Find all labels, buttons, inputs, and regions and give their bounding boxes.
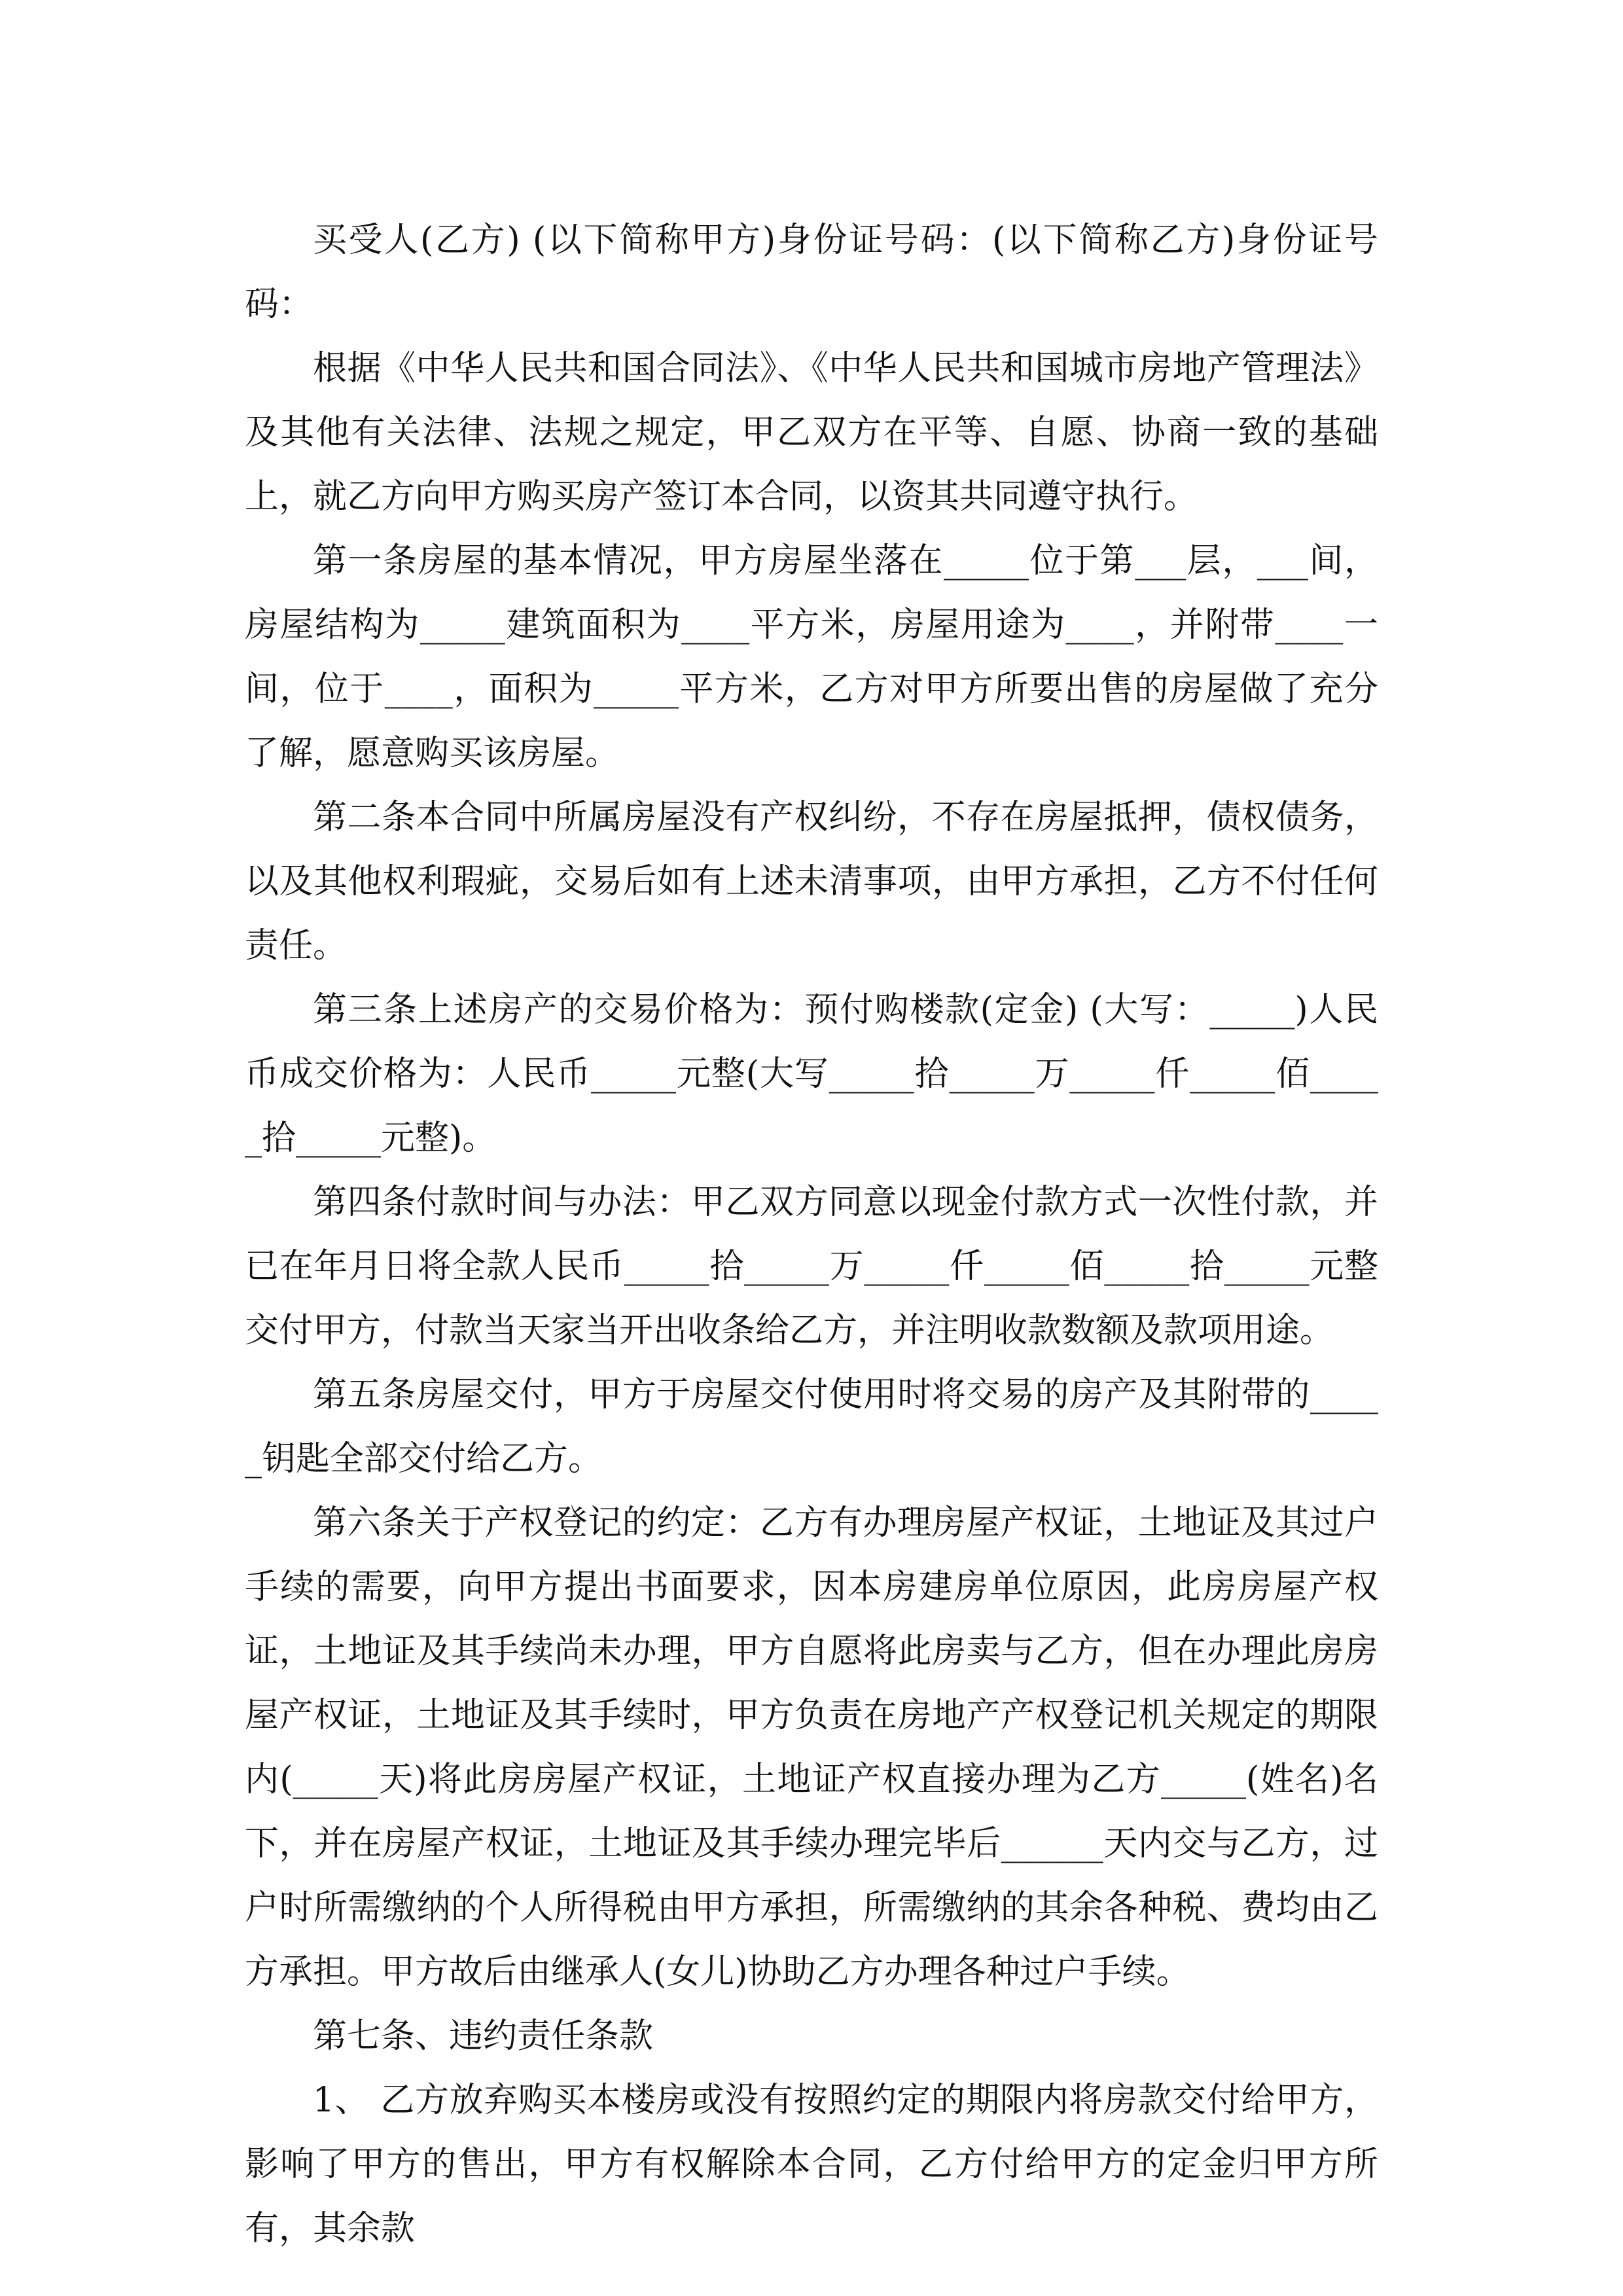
paragraph-parties: 买受人(乙方) (以下简称甲方)身份证号码：(以下简称乙方)身份证号码： xyxy=(245,221,1378,324)
paragraph-article-1: 第一条房屋的基本情况，甲方房屋坐落在_____位于第___层，___间，房屋结构为_____建筑面积为____平方米，房屋用途为____，并附带____一间，位于____，面积为_____平方米，乙方对甲方所要出售的房屋做了充分了解，愿意购买该房屋。 xyxy=(245,541,1378,773)
paragraph-article-2: 第二条本合同中所属房屋没有产权纠纷，不存在房屋抵押，债权债务，以及其他权利瑕疵，交易后如有上述未清事项，由甲方承担，乙方不付任何责任。 xyxy=(245,798,1378,965)
contract-body xyxy=(245,208,1378,2261)
paragraph-article-4: 第四条付款时间与办法：甲乙双方同意以现金付款方式一次性付款，并已在年月日将全款人民币_____拾_____万_____仟_____佰_____拾_____元整交付甲方，付款当天家当开出收条给乙方，并注明收款数额及款项用途。 xyxy=(245,1183,1378,1350)
paragraph-article-6: 第六条关于产权登记的约定：乙方有办理房屋产权证，土地证及其过户手续的需要，向甲方提出书面要求，因本房建房单位原因，此房房屋产权证，土地证及其手续尚未办理，甲方自愿将此房卖与乙方，但在办理此房房屋产权证，土地证及其手续时，甲方负责在房地产产权登记机关规定的期限内(_____天)将此房房屋产权证，土地证产权直接办理为乙方_____(姓名)名下，并在房屋产权证，土地证及其手续办理完毕后______天内交与乙方，过户时所需缴纳的个人所得税由甲方承担，所需缴纳的其余各种税、费均由乙方承担。甲方故后由继承人(女儿)协助乙方办理各种过户手续。 xyxy=(245,1503,1378,1992)
paragraph-legal-basis: 根据《中华人民共和国合同法》、《中华人民共和国城市房地产管理法》及其他有关法律、法规之规定，甲乙双方在平等、自愿、协商一致的基础上，就乙方向甲方购买房产签订本合同，以资其共同遵守执行。 xyxy=(245,349,1378,516)
paragraph-article-3: 第三条上述房产的交易价格为：预付购楼款(定金) (大写：_____)人民币成交价格为：人民币_____元整(大写_____拾_____万_____仟_____佰_____拾_____元整)。 xyxy=(245,990,1378,1158)
paragraph-article-5: 第五条房屋交付，甲方于房屋交付使用时将交易的房产及其附带的_____钥匙全部交付给乙方。 xyxy=(245,1375,1378,1479)
paragraph-article-7-heading: 第七条、违约责任条款 xyxy=(313,2017,654,2056)
paragraph-article-7-item-1: 1、 乙方放弃购买本楼房或没有按照约定的期限内将房款交付给甲方，影响了甲方的售出，甲方有权解除本合同，乙方付给甲方的定金归甲方所有，其余款 xyxy=(245,2081,1378,2248)
